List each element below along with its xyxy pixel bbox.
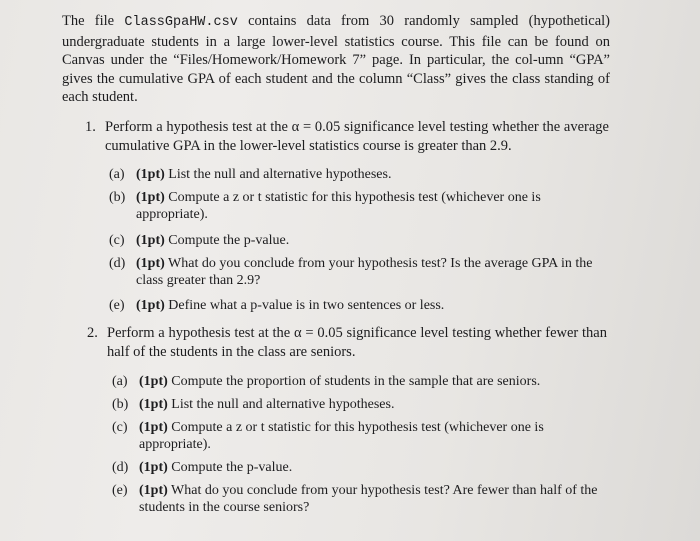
problem-1-part-c	[109, 232, 609, 249]
part-text: Define what a p-value is in two sentences or less.	[168, 298, 445, 313]
problem-2-part-d	[112, 459, 606, 476]
problem-1-part-a	[109, 166, 609, 183]
part-points: (1pt)	[139, 420, 168, 435]
part-label: (c)	[109, 233, 125, 248]
part-label: (b)	[109, 190, 126, 205]
intro-paragraph	[62, 12, 610, 107]
part-label: (e)	[109, 298, 125, 313]
part-points: (1pt)	[136, 256, 165, 271]
part-points: (1pt)	[139, 483, 168, 498]
part-text: Compute a z or t statistic for this hypothesis test (whichever one is appropriate).	[136, 190, 541, 222]
part-label: (d)	[109, 256, 126, 271]
part-text: List the null and alternative hypotheses.	[171, 397, 395, 412]
part-text: Compute the p-value.	[171, 460, 293, 475]
part-label: (c)	[112, 420, 128, 435]
problem-2	[87, 324, 607, 361]
part-label: (b)	[112, 397, 129, 412]
problem-number: 2.	[87, 325, 98, 341]
problem-text: Perform a hypothesis test at the α = 0.05 significance level testing whether fewer than half of the students in the class are seniors.	[107, 325, 607, 360]
part-points: (1pt)	[136, 190, 165, 205]
problem-1-part-d	[109, 255, 609, 289]
part-label: (d)	[112, 460, 129, 475]
intro-text-start: The file	[62, 13, 125, 29]
part-text: Compute a z or t statistic for this hypothesis test (whichever one is appropriate).	[139, 420, 544, 452]
problem-2-part-c	[112, 419, 606, 453]
part-points: (1pt)	[136, 167, 165, 182]
part-text: Compute the proportion of students in the sample that are seniors.	[171, 374, 541, 389]
problem-1-part-e	[109, 297, 609, 314]
part-label: (e)	[112, 483, 128, 498]
filename: ClassGpaHW.csv	[124, 15, 238, 30]
part-text: List the null and alternative hypotheses.	[168, 167, 392, 182]
problem-2-part-b	[112, 396, 606, 413]
part-text: What do you conclude from your hypothesis test? Are fewer than half of the students in the course seniors?	[139, 483, 598, 515]
part-points: (1pt)	[139, 397, 168, 412]
problem-1-part-b	[109, 189, 609, 223]
problem-2-part-e	[112, 482, 606, 516]
part-text: Compute the p-value.	[168, 233, 290, 248]
part-text: What do you conclude from your hypothesis test? Is the average GPA in the class greater than 2.9?	[136, 256, 593, 288]
intro-text-rest: contains data from 30 randomly sampled (hypothetical) undergraduate students in a large lower-level statistics course. This file can be found on Canvas under the “Files/Homework/Homework 7” page. In particular, the col-umn “GPA” gives the cumulative GPA of each student and the column “Class” gives the class standing of each student.	[62, 13, 610, 105]
problem-2-part-a	[112, 373, 606, 390]
part-points: (1pt)	[139, 374, 168, 389]
part-label: (a)	[112, 374, 128, 389]
problem-number: 1.	[85, 119, 96, 135]
part-label: (a)	[109, 167, 125, 182]
problem-text: Perform a hypothesis test at the α = 0.05 significance level testing whether the average cumulative GPA in the lower-level statistics course is greater than 2.9.	[105, 119, 609, 154]
part-points: (1pt)	[139, 460, 168, 475]
problem-1	[85, 118, 609, 155]
part-points: (1pt)	[136, 298, 165, 313]
part-points: (1pt)	[136, 233, 165, 248]
